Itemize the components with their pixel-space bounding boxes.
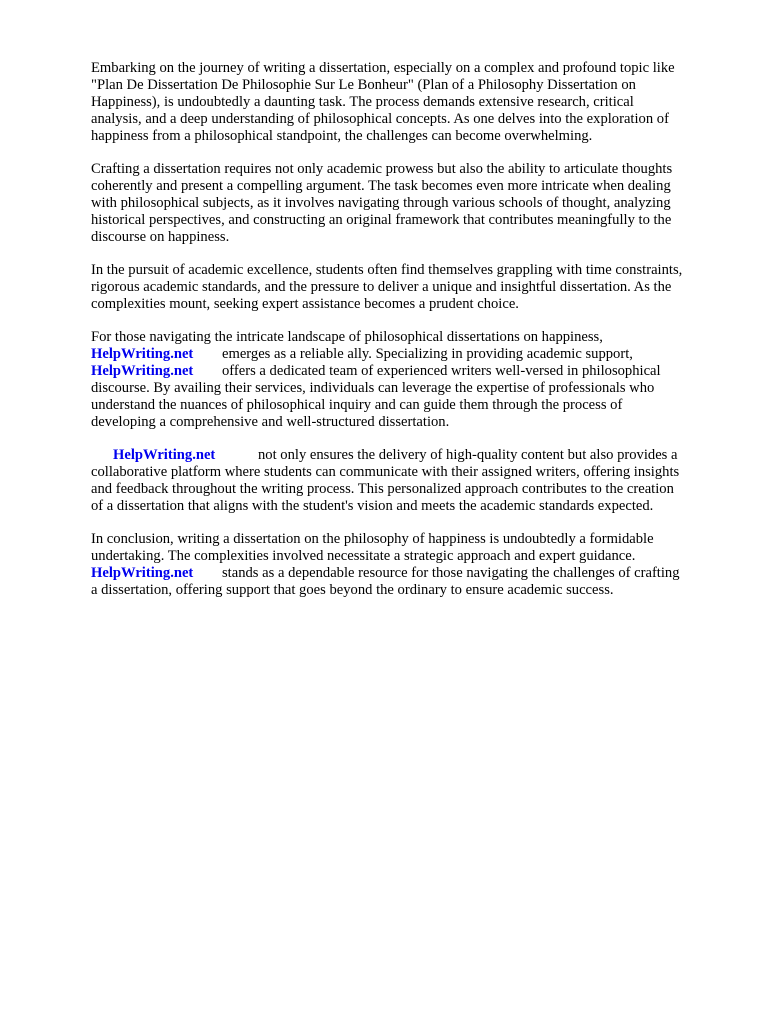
text-line: and feedback throughout the writing process. This personalized approach contributes to the creation <box>91 481 674 497</box>
paragraph-crafting <box>91 161 721 246</box>
text-line: historical perspectives, and constructing an original framework that contributes meaningfully to the <box>91 212 672 228</box>
helpwriting-link[interactable]: HelpWriting.net <box>91 363 194 379</box>
text-line <box>91 447 721 464</box>
text-line: Crafting a dissertation requires not only academic prowess but also the ability to articulate thoughts <box>91 161 673 177</box>
text-line: discourse. By availing their services, individuals can leverage the expertise of professionals who <box>91 380 655 396</box>
text-line: of a dissertation that aligns with the student's vision and meets the academic standards expected. <box>91 498 654 514</box>
document-body <box>91 60 721 615</box>
text-line: Embarking on the journey of writing a dissertation, especially on a complex and profound topic like <box>91 60 675 76</box>
text-line: developing a comprehensive and well-structured dissertation. <box>91 414 450 430</box>
helpwriting-link[interactable]: HelpWriting.net <box>113 447 216 463</box>
text-line: collaborative platform where students can communicate with their assigned writers, offering insights <box>91 464 680 480</box>
text-line: For those navigating the intricate landscape of philosophical dissertations on happiness, <box>91 329 603 345</box>
text-line: a dissertation, offering support that goes beyond the ordinary to ensure academic success. <box>91 582 614 598</box>
text-fragment: not only ensures the delivery of high-quality content but also provides a <box>258 447 678 463</box>
text-line: "Plan De Dissertation De Philosophie Sur Le Bonheur" (Plan of a Philosophy Dissertation on <box>91 77 636 93</box>
text-line: complexities mount, seeking expert assistance becomes a prudent choice. <box>91 296 519 312</box>
text-line: discourse on happiness. <box>91 229 230 245</box>
paragraph-pursuit <box>91 262 721 313</box>
paragraph-quality <box>91 447 721 515</box>
text-line: In conclusion, writing a dissertation on the philosophy of happiness is undoubtedly a formidable <box>91 531 654 547</box>
text-fragment: offers a dedicated team of experienced writers well-versed in philosophical <box>222 363 661 379</box>
text-line: with philosophical subjects, as it involves navigating through various schools of thought, analyzing <box>91 195 671 211</box>
text-line <box>91 346 721 363</box>
text-line: understand the nuances of philosophical inquiry and can guide them through the process of <box>91 397 623 413</box>
text-fragment: emerges as a reliable ally. Specializing in providing academic support, <box>222 346 633 362</box>
paragraph-intro <box>91 60 721 145</box>
text-line <box>91 363 721 380</box>
helpwriting-link[interactable]: HelpWriting.net <box>91 346 194 362</box>
text-line: analysis, and a deep understanding of philosophical concepts. As one delves into the exploration of <box>91 111 669 127</box>
text-line: Happiness), is undoubtedly a daunting task. The process demands extensive research, critical <box>91 94 634 110</box>
paragraph-conclusion <box>91 531 721 599</box>
text-line: In the pursuit of academic excellence, students often find themselves grappling with time constraints, <box>91 262 683 278</box>
helpwriting-link[interactable]: HelpWriting.net <box>91 565 194 581</box>
text-line: happiness from a philosophical standpoint, the challenges can become overwhelming. <box>91 128 593 144</box>
text-fragment: stands as a dependable resource for those navigating the challenges of crafting <box>222 565 680 581</box>
text-line: undertaking. The complexities involved necessitate a strategic approach and expert guidance. <box>91 548 636 564</box>
text-line <box>91 565 721 582</box>
paragraph-navigating <box>91 329 721 431</box>
text-line: coherently and present a compelling argument. The task becomes even more intricate when dealing <box>91 178 671 194</box>
text-line: rigorous academic standards, and the pressure to deliver a unique and insightful dissertation. As the <box>91 279 672 295</box>
